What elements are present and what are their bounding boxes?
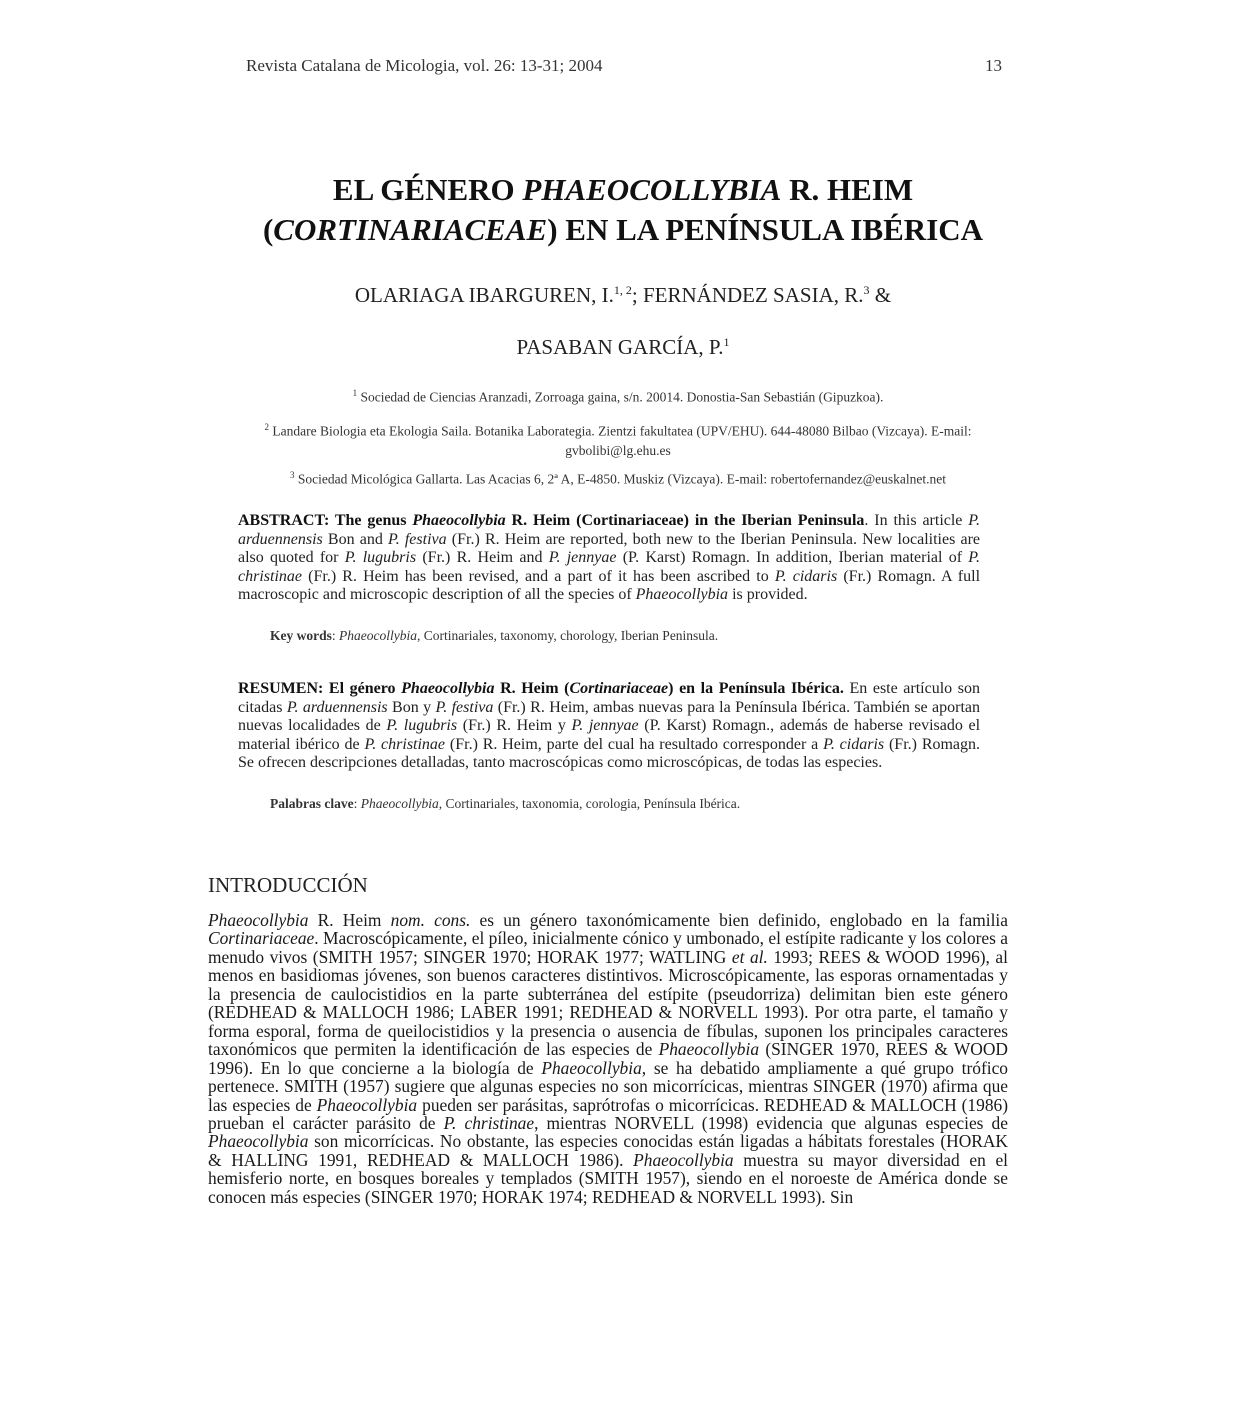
author-line-1: OLARIAGA IBARGUREN, I.$^{1, 2}$; FERNÁNDEZ SASIA, R.$^3$ &: [354, 283, 892, 307]
author-line-2: PASABAN GARCÍA, P.$^1$: [516, 335, 730, 359]
abstract-keywords: Key words: Phaeocollybia, Cortinariales, taxonomy, chorology, Iberian Peninsula.: [270, 628, 719, 643]
affiliation-1: $^1$ Sociedad de Ciencias Aranzadi, Zorroaga gaina, s/n. 20014. Donostia-San Sebastián (Gipuzkoa).: [352, 388, 884, 405]
abstract-paragraph: ABSTRACT: The genus Phaeocollybia R. Heim (Cortinariaceae) in the Iberian Peninsula. In this article P. arduennensis Bon and P. festiva (Fr.) R. Heim are reported, both new to the Iberian Peninsula. New localities are also quoted for P. lugubris (Fr.) R. Heim and P. jennyae (P. Karst) Romagn. In addition, Iberian material of P. christinae (Fr.) R. Heim has been revised, and a part of it has been ascribed to P. cidaris (Fr.) Romagn. A full macroscopic and microscopic description of all the species of Phaeocollybia is provided.: [238, 512, 981, 604]
resumen-keywords: Palabras clave: Phaeocollybia, Cortinariales, taxonomia, corologia, Península Ibérica.: [270, 796, 741, 811]
resumen-paragraph: RESUMEN: El género Phaeocollybia R. Heim (Cortinariaceae) en la Península Ibérica. En este artículo son citadas P. arduennensis Bon y P. festiva (Fr.) R. Heim, ambas nuevas para la Península Ibérica. También se aportan nuevas localidades de P. lugubris (Fr.) R. Heim y P. jennyae (P. Karst) Romagn., además de haberse revisado el material ibérico de P. christinae (Fr.) R. Heim, parte del cual ha resultado corresponder a P. cidaris (Fr.) Romagn. Se ofrecen descripciones detalladas, tanto macroscópicas como microscópicas, de todas las especies.: [238, 680, 981, 772]
section-heading-introduccion: INTRODUCCIÓN: [208, 873, 368, 897]
page-number: 13: [985, 56, 1002, 75]
affiliation-3: $^3$ Sociedad Micológica Gallarta. Las Acacias 6, 2ª A, E-4850. Muskiz (Vizcaya). E-mail: robertofernandez@euskalnet.net: [290, 470, 946, 487]
title-line-2: (CORTINARIACEAE) EN LA PENÍNSULA IBÉRICA: [262, 212, 984, 247]
title-line-1: EL GÉNERO PHAEOCOLLYBIA R. HEIM: [332, 172, 914, 207]
introduccion-body: [208, 911, 1008, 1206]
introduccion-paragraph: Phaeocollybia R. Heim nom. cons. es un género taxonómicamente bien definido, englobado en la familia Cortinariaceae. Macroscópicamente, el píleo, inicialmente cónico y umbonado, el estípite radicante y los colores a menudo vivos (SMITH 1957; SINGER 1970; HORAK 1977; WATLING et al. 1993; REES & WOOD 1996), al menos en basidiomas jóvenes, son buenos caracteres distintivos. Microscópicamente, las esporas ornamentadas y la presencia de caulocistidios en la parte subterránea del estípite (pseudorriza) delimitan bien este género (REDHEAD & MALLOCH 1986; LABER 1991; REDHEAD & NORVELL 1993). Por otra parte, el tamaño y forma esporal, forma de queilocistidios y la presencia o ausencia de fíbulas, suponen los principales caracteres taxonómicos que permiten la identificación de las especies de Phaeocollybia (SINGER 1970, REES & WOOD 1996). En lo que concierne a la biología de Phaeocollybia, se ha debatido ampliamente a qué grupo trófico pertenece. SMITH (1957) sugiere que algunas especies no son micorrícicas, mientras SINGER (1970) afirma que las especies de Phaeocollybia pueden ser parásitas, saprótrofas o micorrícicas. REDHEAD & MALLOCH (1986) prueban el carácter parásito de P. christinae, mientras NORVELL (1998) evidencia que algunas especies de Phaeocollybia son micorrícicas. No obstante, las especies conocidas están ligadas a hábitats forestales (HORAK & HALLING 1991, REDHEAD & MALLOCH 1986). Phaeocollybia muestra su mayor diversidad en el hemisferio norte, en bosques boreales y templados (SMITH 1957), siendo en el noroeste de América donde se conocen más especies (SINGER 1970; HORAK 1974; REDHEAD & NORVELL 1993). Sin: [208, 910, 1008, 1207]
article-title: [200, 170, 1046, 250]
affiliation-2: $^2$ Landare Biologia eta Ekologia Saila. Botanika Laborategia. Zientzi fakultatea (UPV/EHU). 644-48080 Bilbao (Vizcaya). E-mail: gvbolibi@lg.ehu.es: [264, 422, 972, 458]
running-head: Revista Catalana de Micologia, vol. 26: 13-31; 2004: [246, 56, 603, 75]
